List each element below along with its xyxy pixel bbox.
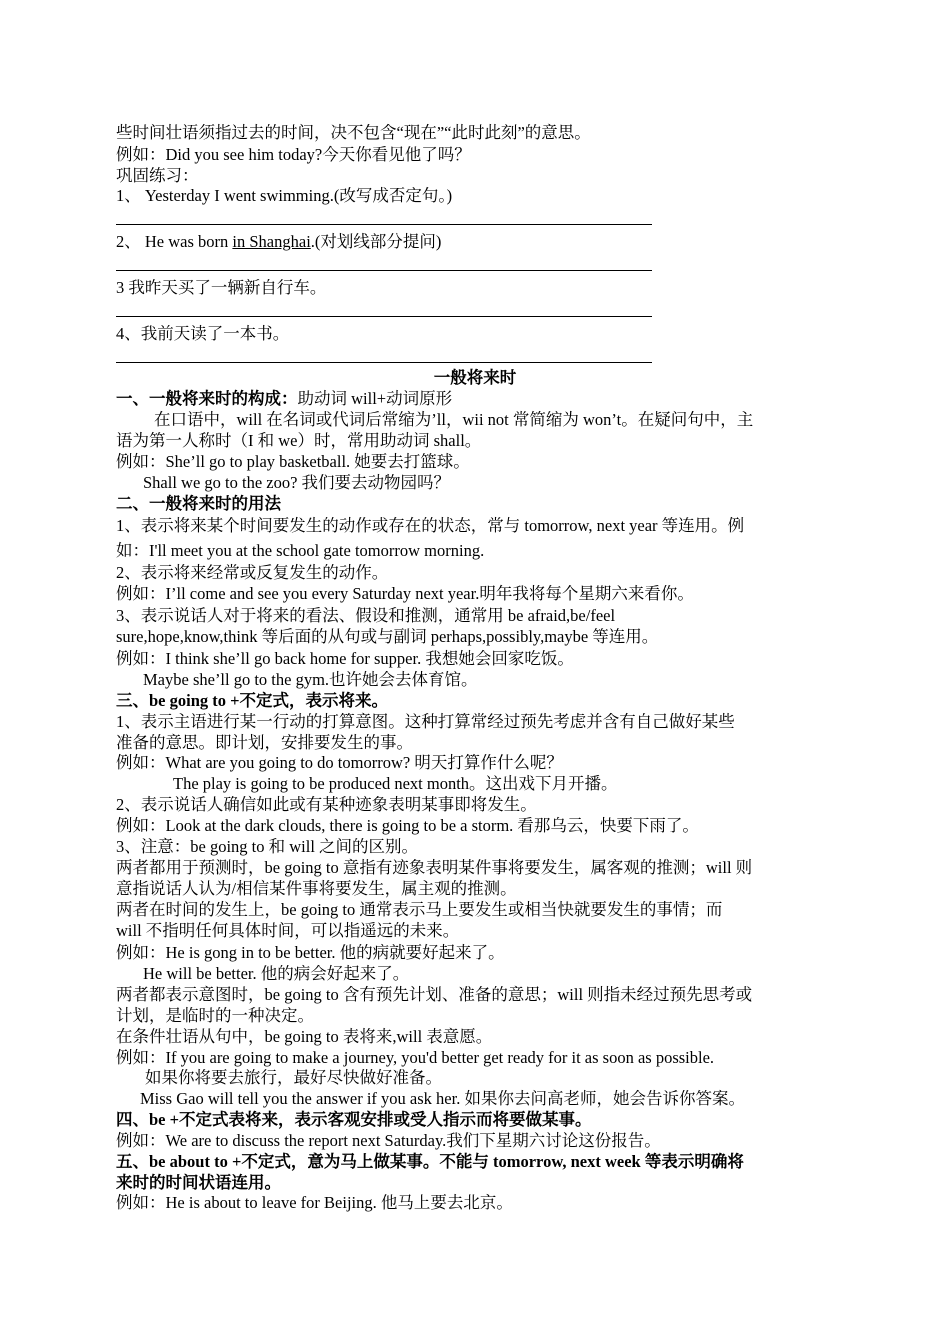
example-line: 例如：I think she’ll go back home for supper. 我想她会回家吃饭。: [116, 649, 574, 668]
heading-1: [116, 389, 452, 409]
exercise-question-3: 3 我昨天买了一辆新自行车。: [116, 278, 327, 297]
intro-example: 例如：Did you see him today?今天你看见他了吗？: [116, 145, 471, 164]
usage-line: 计划，是临时的一种决定。: [116, 1006, 314, 1025]
usage-line: 3、注意：be going to 和 will 之间的区别。: [116, 837, 419, 856]
usage-line: 1、表示主语进行某一行动的打算意图。这种打算常经过预先考虑并含有自己做好某些: [116, 712, 735, 731]
example-line: 如果你将要去旅行，最好尽快做好准备。: [145, 1068, 442, 1087]
example-line: 例如：Look at the dark clouds, there is going to be a storm. 看那乌云，快要下雨了。: [116, 816, 699, 835]
answer-line-4: [116, 362, 652, 363]
usage-line: 意指说话人认为/相信某件事将要发生，属主观的推测。: [116, 879, 517, 898]
usage-line: 两者都用于预测时，be going to 意指有迹象表明某件事将要发生，属客观的推测；will 则: [116, 858, 753, 877]
question-2-prefix: 2、 He was born: [116, 232, 233, 251]
example-line: Miss Gao will tell you the answer if you ask her. 如果你去问高老师，她会告诉你答案。: [140, 1089, 745, 1108]
usage-line: 2、表示将来经常或反复发生的动作。: [116, 563, 389, 582]
heading-5-continued: 来时的时间状语连用。: [116, 1173, 281, 1192]
example-line: 例如：I’ll come and see you every Saturday next year.明年我将每个星期六来看你。: [116, 584, 694, 603]
exercise-question-1: 1、 Yesterday I went swimming.(改写成否定句。): [116, 186, 453, 205]
intro-line: 些时间壮语须指过去的时间，决不包含“现在”“此时此刻”的意思。: [116, 123, 591, 142]
usage-line: 3、表示说话人对于将来的看法、假设和推测，通常用 be afraid,be/feel: [116, 606, 616, 625]
example-line: Maybe she’ll go to the gym.也许她会去体育馆。: [143, 670, 478, 689]
example-line: 例如：She’ll go to play basketball. 她要去打篮球。: [116, 452, 470, 471]
example-line: Shall we go to the zoo? 我们要去动物园吗？: [143, 473, 451, 492]
usage-line: 如：I'll meet you at the school gate tomorrow morning.: [116, 541, 485, 560]
exercise-question-4: 4、我前天读了一本书。: [116, 324, 290, 343]
answer-line-3: [116, 316, 652, 317]
example-line: The play is going to be produced next month。这出戏下月开播。: [173, 774, 618, 793]
exercise-heading: 巩固练习：: [116, 166, 199, 185]
answer-line-1: [116, 224, 652, 225]
usage-line: 在条件壮语从句中，be going to 表将来,will 表意愿。: [116, 1027, 493, 1046]
exercise-question-2: [116, 232, 441, 252]
heading-5: 五、be about to +不定式，意为马上做某事。不能与 tomorrow, next week 等表示明确将: [116, 1152, 744, 1171]
heading-1-text: 助动词 will+动词原形: [297, 389, 453, 408]
example-line: He will be better. 他的病会好起来了。: [143, 964, 410, 983]
heading-1-label: 一、一般将来时的构成：: [116, 389, 298, 408]
example-line: 例如：If you are going to make a journey, you'd better get ready for it as soon as possible.: [116, 1048, 715, 1067]
usage-line: sure,hope,know,think 等后面的从句或与副词 perhaps,possibly,maybe 等连用。: [116, 627, 659, 646]
usage-line: 两者都表示意图时，be going to 含有预先计划、准备的意思；will 则指未经过预先思考或: [116, 985, 753, 1004]
usage-line: will 不指明任何具体时间，可以指遥远的未来。: [116, 921, 460, 940]
usage-line: 两者在时间的发生上，be going to 通常表示马上要发生或相当快就要发生的事情；而: [116, 900, 723, 919]
example-line: 例如：What are you going to do tomorrow? 明天打算作什么呢？: [116, 753, 563, 772]
example-line: 例如：We are to discuss the report next Saturday.我们下星期六讨论这份报告。: [116, 1131, 661, 1150]
heading-2: 二、一般将来时的用法: [116, 494, 281, 513]
underlined-phrase: in Shanghai: [232, 232, 311, 251]
answer-line-2: [116, 270, 652, 271]
paragraph-line: 语为第一人称时（I 和 we）时，常用助动词 shall。: [116, 431, 482, 450]
paragraph-line: 在口语中，will 在名词或代词后常缩为’ll，wii not 常简缩为 won’t。在疑问句中，主: [154, 410, 754, 429]
usage-line: 准备的意思。即计划，安排要发生的事。: [116, 733, 413, 752]
question-2-suffix: .(对划线部分提问): [310, 232, 442, 251]
section-title: 一般将来时: [433, 368, 517, 387]
usage-line: 1、表示将来某个时间要发生的动作或存在的状态，常与 tomorrow, next year 等连用。例: [116, 516, 745, 535]
heading-3: 三、be going to +不定式，表示将来。: [116, 691, 389, 710]
example-line: 例如：He is gong in to be better. 他的病就要好起来了。: [116, 943, 505, 962]
usage-line: 2、表示说话人确信如此或有某种迹象表明某事即将发生。: [116, 795, 537, 814]
example-line: 例如：He is about to leave for Beijing. 他马上要去北京。: [116, 1193, 513, 1212]
heading-4: 四、be +不定式表将来，表示客观安排或受人指示而将要做某事。: [116, 1110, 592, 1129]
